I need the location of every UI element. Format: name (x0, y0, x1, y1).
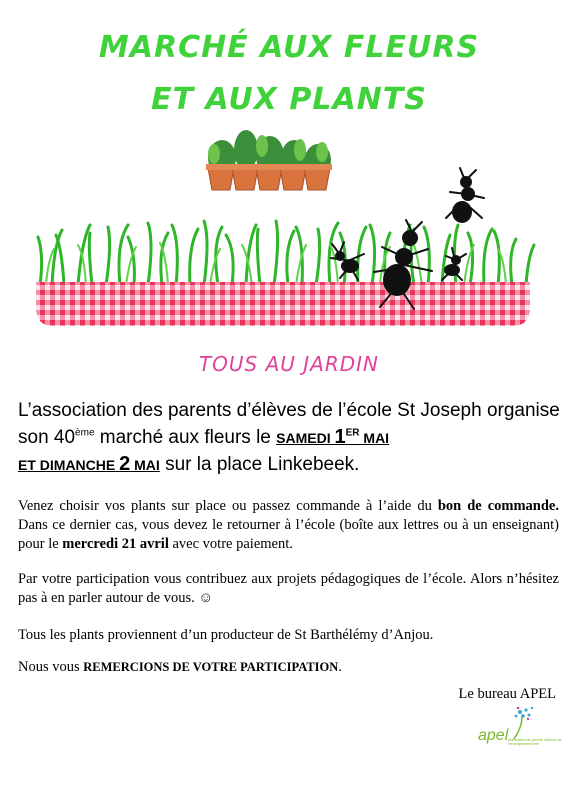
apel-logo-tagline: association de parents d'élèves de l'enseignement libre (508, 738, 562, 746)
garden-illustration (0, 120, 578, 340)
producer-paragraph: Tous les plants proviennent d’un producteur de St Barthélémy d’Anjou. (18, 627, 434, 643)
event-announcement: L’association des parents d’élèves de l’école St Joseph organise son 40ème marché aux fleurs le SAMEDI 1ER MAI ET DIMANCHE 2 MAI sur la place Linkebeek. (18, 400, 560, 475)
thanks-paragraph: Nous vous REMERCIONS DE VOTRE PARTICIPATION. (18, 659, 342, 675)
grass-icon (38, 221, 534, 285)
title-line-2: ET AUX PLANTS (151, 82, 427, 117)
apel-logo-text: apel (478, 727, 509, 744)
title-line-1: MARCHÉ AUX FLEURS (98, 30, 480, 65)
apel-logo-icon (462, 704, 562, 764)
participation-paragraph: Par votre participation vous contribuez aux projets pédagogiques de l’école. Alors n’hésitez pas à en parler autour de vous. ☺ (18, 571, 559, 606)
order-paragraph: Venez choisir vos plants sur place ou passez commande à l’aide du bon de commande. Dans ce dernier cas, vous devez le retourner à l’école (boîte aux lettres ou à un enseignant) pour le mercredi 21 avril avec votre paiement. (18, 498, 559, 552)
signature: Le bureau APEL (458, 686, 556, 702)
subtitle: TOUS AU JARDIN (198, 352, 380, 376)
event-date-saturday: SAMEDI 1ER MAI (276, 426, 390, 448)
event-date-sunday: ET DIMANCHE 2 MAI (18, 453, 160, 475)
flower-pots-icon (206, 130, 332, 190)
planter-icon (36, 282, 530, 326)
